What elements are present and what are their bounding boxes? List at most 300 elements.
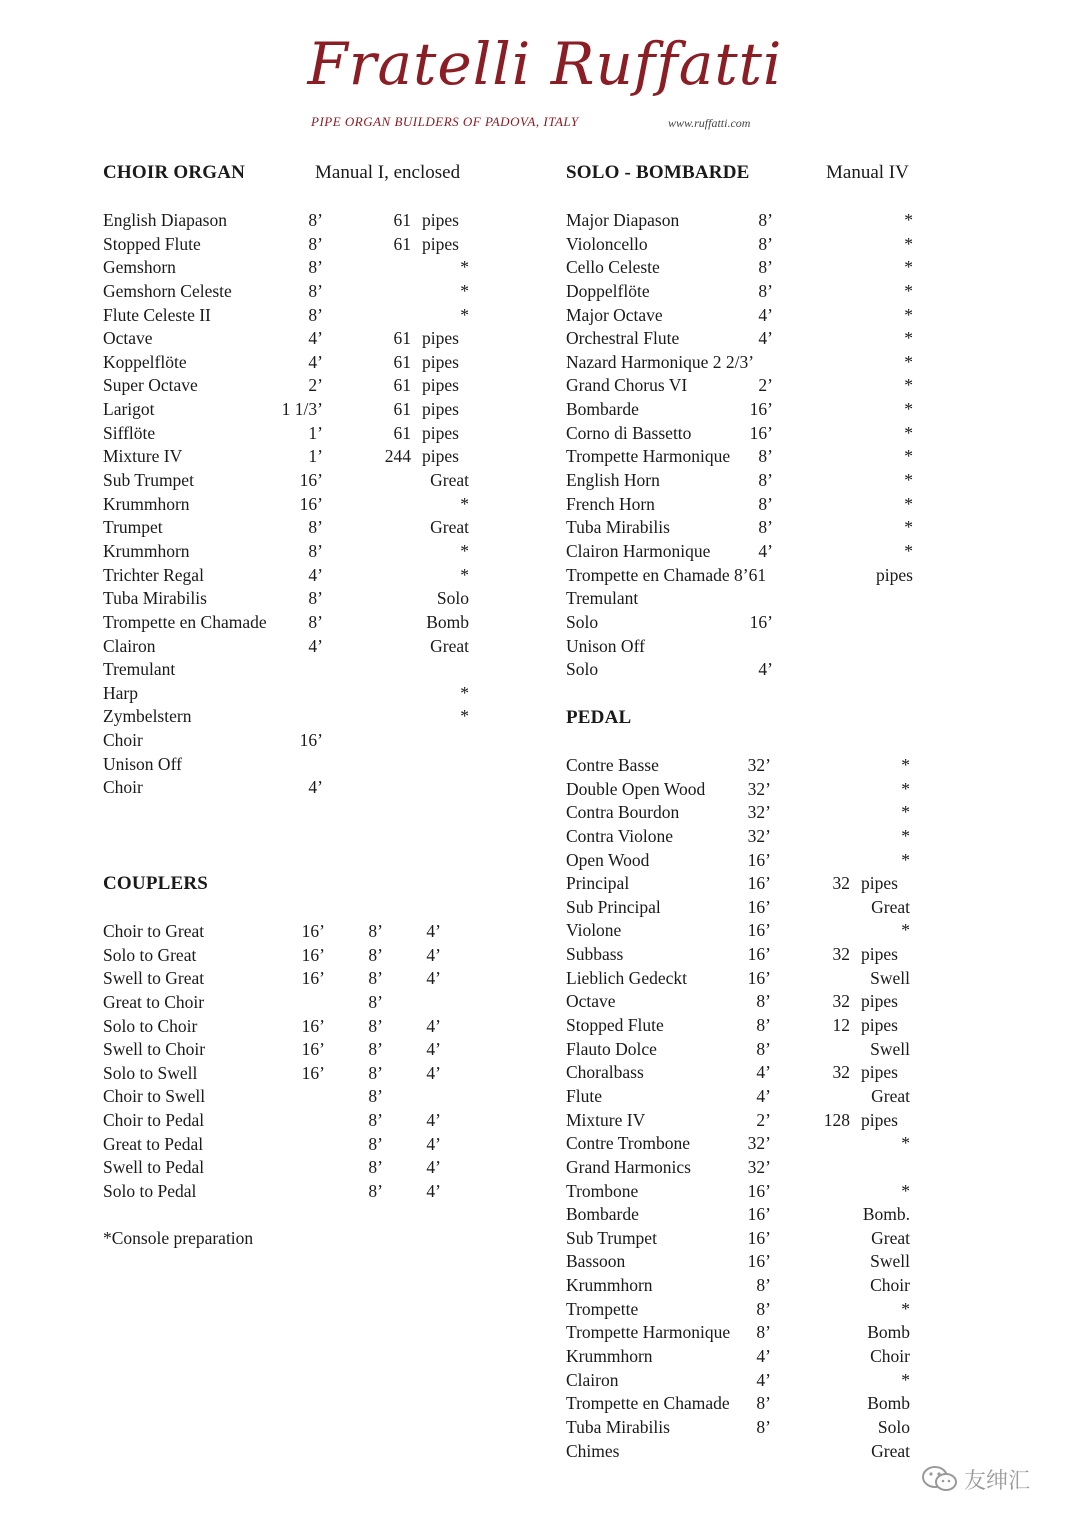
solo-name: Orchestral Flute <box>566 328 680 349</box>
choir-row <box>103 351 483 375</box>
choir-name: Trompette en Chamade <box>103 611 267 632</box>
pedal-name: Trompette <box>566 1298 639 1319</box>
pedal-row <box>566 1440 926 1464</box>
solo-note: * <box>904 540 913 561</box>
choir-count: 244 <box>384 446 411 467</box>
pedal-note: Bomb <box>867 1393 910 1414</box>
pedal-row <box>566 990 926 1014</box>
pedal-unit: pipes <box>861 991 898 1012</box>
solo-row <box>566 280 926 304</box>
choir-name: Unison Off <box>103 753 182 774</box>
couplers-row <box>103 1156 483 1180</box>
couplers-c: 4’ <box>426 1110 441 1131</box>
pedal-row <box>566 1014 926 1038</box>
logo-tagline: PIPE ORGAN BUILDERS OF PADOVA, ITALY <box>311 114 579 129</box>
choir-row <box>103 304 483 328</box>
solo-pitch: 16’ <box>749 422 773 443</box>
wechat-watermark <box>920 1462 1055 1498</box>
pedal-name: Sub Principal <box>566 896 661 917</box>
couplers-c: 4’ <box>426 1133 441 1154</box>
couplers-name: Solo to Swell <box>103 1062 198 1083</box>
pedal-name: Contre Basse <box>566 755 659 775</box>
pedal-row <box>566 754 926 778</box>
choir-name: Koppelflöte <box>103 351 187 372</box>
pedal-count: 32 <box>832 944 850 965</box>
choir-row <box>103 493 483 517</box>
couplers-b: 8’ <box>368 944 383 965</box>
brand-logo <box>0 22 1080 140</box>
choir-note: Great <box>430 470 469 491</box>
pedal-note: Great <box>871 896 910 917</box>
choir-row <box>103 256 483 280</box>
solo-name: Nazard Harmonique 2 2/3’ <box>566 351 755 372</box>
choir-note: Bomb <box>426 611 469 632</box>
logo-script: Fratelli Ruffatti <box>307 30 783 98</box>
solo-row <box>566 422 926 446</box>
choir-row <box>103 422 483 446</box>
couplers-list <box>103 920 483 1204</box>
pedal-pitch: 16’ <box>747 1204 771 1225</box>
pedal-row <box>566 1203 926 1227</box>
solo-name: Solo <box>566 659 599 680</box>
pedal-pitch: 16’ <box>747 1180 771 1201</box>
choir-count: 61 <box>393 351 411 372</box>
choir-name: Gemshorn Celeste <box>103 280 232 301</box>
couplers-row <box>103 920 483 944</box>
choir-pitch: 16’ <box>299 470 323 491</box>
pedal-unit: pipes <box>861 1109 898 1130</box>
solo-note: * <box>904 280 913 301</box>
pedal-note: * <box>901 802 910 823</box>
couplers-a: 16’ <box>301 1039 325 1060</box>
couplers-a: 16’ <box>301 1015 325 1036</box>
choir-note: * <box>460 540 469 561</box>
solo-row <box>566 493 926 517</box>
pedal-count: 12 <box>832 1015 850 1036</box>
solo-row <box>566 398 926 422</box>
choir-count: 61 <box>393 375 411 396</box>
pedal-pitch: 2’ <box>756 1109 771 1130</box>
couplers-row <box>103 1038 483 1062</box>
solo-row <box>566 256 926 280</box>
solo-pitch: 4’ <box>758 659 773 680</box>
solo-name: Major Octave <box>566 304 663 325</box>
solo-row <box>566 611 926 635</box>
solo-pitch: 4’ <box>758 540 773 561</box>
couplers-a: 16’ <box>301 1062 325 1083</box>
pedal-name: Open Wood <box>566 849 650 870</box>
solo-note: * <box>904 517 913 538</box>
choir-row <box>103 587 483 611</box>
choir-note: * <box>460 682 469 703</box>
pedal-row <box>566 1085 926 1109</box>
couplers-a: 16’ <box>301 921 325 941</box>
choir-row <box>103 611 483 635</box>
choir-pitch: 8’ <box>308 517 323 538</box>
pedal-count: 32 <box>832 873 850 894</box>
pedal-row <box>566 919 926 943</box>
choir-row <box>103 233 483 257</box>
pedal-pitch: 16’ <box>747 896 771 917</box>
choir-pitch: 16’ <box>299 493 323 514</box>
pedal-count: 32 <box>832 1062 850 1083</box>
couplers-row <box>103 1062 483 1086</box>
solo-pitch: 16’ <box>749 611 773 632</box>
pedal-note: * <box>901 825 910 846</box>
pedal-pitch: 32’ <box>747 825 771 846</box>
couplers-name: Great to Pedal <box>103 1133 204 1154</box>
couplers-b: 8’ <box>368 1062 383 1083</box>
pedal-name: Choralbass <box>566 1062 644 1083</box>
solo-stop-list <box>566 209 926 682</box>
pedal-pitch: 4’ <box>756 1346 771 1367</box>
choir-pitch: 8’ <box>308 588 323 609</box>
pedal-row <box>566 1038 926 1062</box>
pedal-name: Grand Harmonics <box>566 1156 691 1177</box>
choir-note: Solo <box>436 588 469 609</box>
pedal-row <box>566 778 926 802</box>
pedal-name: Flauto Dolce <box>566 1038 657 1059</box>
couplers-b: 8’ <box>368 1133 383 1154</box>
couplers-a: 16’ <box>301 968 325 989</box>
solo-name: Bombarde <box>566 399 639 420</box>
couplers-c: 4’ <box>426 921 441 941</box>
pedal-note: * <box>901 1369 910 1390</box>
choir-name: Larigot <box>103 399 155 420</box>
pedal-pitch: 8’ <box>756 1322 771 1343</box>
choir-row <box>103 682 483 706</box>
choir-row <box>103 635 483 659</box>
solo-name: Violoncello <box>566 233 648 254</box>
choir-row <box>103 729 483 753</box>
couplers-b: 8’ <box>368 1157 383 1178</box>
choir-count: 61 <box>393 233 411 254</box>
choir-unit: pipes <box>422 446 459 467</box>
couplers-name: Great to Choir <box>103 991 205 1012</box>
pedal-note: Choir <box>870 1275 910 1296</box>
couplers-row <box>103 1015 483 1039</box>
solo-row <box>566 327 926 351</box>
choir-note: * <box>460 493 469 514</box>
solo-row <box>566 374 926 398</box>
pedal-row <box>566 1369 926 1393</box>
solo-name: Trompette en Chamade 8’61 <box>566 564 767 585</box>
solo-name: Tremulant <box>566 588 639 609</box>
solo-note: * <box>904 328 913 349</box>
pedal-row <box>566 967 926 991</box>
solo-row <box>566 445 926 469</box>
pedal-pitch: 8’ <box>756 1393 771 1414</box>
pedal-row <box>566 896 926 920</box>
solo-row <box>566 540 926 564</box>
pedal-unit: pipes <box>861 944 898 965</box>
solo-name: English Horn <box>566 470 660 491</box>
couplers-b: 8’ <box>368 1039 383 1060</box>
choir-note: Great <box>430 517 469 538</box>
choir-pitch: 4’ <box>308 564 323 585</box>
solo-note: * <box>904 399 913 420</box>
couplers-a: 16’ <box>301 944 325 965</box>
pedal-row <box>566 1392 926 1416</box>
couplers-c: 4’ <box>426 968 441 989</box>
solo-name: French Horn <box>566 493 655 514</box>
couplers-b: 8’ <box>368 1086 383 1107</box>
couplers-row <box>103 991 483 1015</box>
pedal-pitch: 8’ <box>756 1416 771 1437</box>
choir-pitch: 1’ <box>308 446 323 467</box>
pedal-row <box>566 1345 926 1369</box>
wechat-icon <box>920 1464 960 1494</box>
pedal-note: * <box>901 849 910 870</box>
pedal-name: Clairon <box>566 1369 619 1390</box>
choir-pitch: 4’ <box>308 351 323 372</box>
choir-note: * <box>460 706 469 727</box>
couplers-row <box>103 1180 483 1204</box>
choir-name: Zymbelstern <box>103 706 192 727</box>
solo-heading: SOLO - BOMBARDE <box>566 162 750 183</box>
choir-unit: pipes <box>422 351 459 372</box>
solo-name: Doppelflöte <box>566 280 650 301</box>
choir-unit: pipes <box>422 422 459 443</box>
pedal-note: * <box>901 1180 910 1201</box>
pedal-note: Bomb <box>867 1322 910 1343</box>
pedal-name: Trompette en Chamade <box>566 1393 730 1414</box>
solo-name: Solo <box>566 611 599 632</box>
choir-pitch: 4’ <box>308 777 323 798</box>
choir-unit: pipes <box>422 328 459 349</box>
couplers-row <box>103 1109 483 1133</box>
solo-row <box>566 587 926 611</box>
pedal-note: * <box>901 1133 910 1154</box>
solo-row <box>566 209 926 233</box>
pedal-count: 128 <box>823 1109 850 1130</box>
couplers-name: Solo to Pedal <box>103 1181 197 1202</box>
couplers-c: 4’ <box>426 1015 441 1036</box>
pedal-pitch: 32’ <box>747 755 771 775</box>
solo-pitch: 8’ <box>758 210 773 230</box>
pedal-heading: PEDAL <box>566 707 632 728</box>
couplers-b: 8’ <box>368 1015 383 1036</box>
choir-row <box>103 327 483 351</box>
pedal-name: Contra Violone <box>566 825 674 846</box>
choir-pitch: 8’ <box>308 304 323 325</box>
pedal-name: Subbass <box>566 944 624 965</box>
pedal-row <box>566 1180 926 1204</box>
pedal-name: Violone <box>566 920 622 941</box>
pedal-pitch: 16’ <box>747 1251 771 1272</box>
choir-heading: CHOIR ORGAN <box>103 162 246 183</box>
choir-row <box>103 705 483 729</box>
pedal-row <box>566 1109 926 1133</box>
couplers-b: 8’ <box>368 991 383 1012</box>
pedal-row <box>566 943 926 967</box>
couplers-row <box>103 1085 483 1109</box>
couplers-row <box>103 944 483 968</box>
pedal-name: Octave <box>566 991 616 1012</box>
solo-name: Tuba Mirabilis <box>566 517 670 538</box>
pedal-pitch: 16’ <box>747 873 771 894</box>
pedal-name: Tuba Mirabilis <box>566 1416 670 1437</box>
solo-note: * <box>904 375 913 396</box>
pedal-pitch: 32’ <box>747 1133 771 1154</box>
solo-row <box>566 351 926 375</box>
solo-pitch: 4’ <box>758 328 773 349</box>
choir-stop-list <box>103 209 483 800</box>
solo-pitch: 2’ <box>758 375 773 396</box>
choir-note: * <box>460 304 469 325</box>
choir-note: * <box>460 564 469 585</box>
pedal-unit: pipes <box>861 1062 898 1083</box>
solo-note: * <box>904 422 913 443</box>
choir-row <box>103 280 483 304</box>
choir-name: Mixture IV <box>103 446 183 467</box>
couplers-c: 4’ <box>426 1062 441 1083</box>
pedal-pitch: 16’ <box>747 944 771 965</box>
solo-pitch: 16’ <box>749 399 773 420</box>
pedal-stop-list <box>566 754 926 1463</box>
couplers-b: 8’ <box>368 968 383 989</box>
pedal-note: Swell <box>870 1251 910 1272</box>
choir-pitch: 4’ <box>308 328 323 349</box>
choir-pitch: 4’ <box>308 635 323 656</box>
choir-unit: pipes <box>422 233 459 254</box>
pedal-pitch: 8’ <box>756 1298 771 1319</box>
solo-row <box>566 233 926 257</box>
pedal-name: Flute <box>566 1085 602 1106</box>
couplers-name: Choir to Great <box>103 921 205 941</box>
solo-note: pipes <box>876 564 913 585</box>
choir-pitch: 16’ <box>299 730 323 751</box>
pedal-note: Great <box>871 1085 910 1106</box>
pedal-row <box>566 1061 926 1085</box>
pedal-pitch: 32’ <box>747 802 771 823</box>
pedal-name: Bombarde <box>566 1204 639 1225</box>
pedal-name: Stopped Flute <box>566 1015 664 1036</box>
pedal-note: Swell <box>870 967 910 988</box>
pedal-note: Solo <box>877 1416 910 1437</box>
couplers-b: 8’ <box>368 1110 383 1131</box>
choir-pitch: 8’ <box>308 611 323 632</box>
pedal-row <box>566 1250 926 1274</box>
choir-name: Trumpet <box>103 517 163 538</box>
pedal-pitch: 8’ <box>756 1038 771 1059</box>
solo-row <box>566 304 926 328</box>
couplers-b: 8’ <box>368 1181 383 1202</box>
pedal-pitch: 16’ <box>747 920 771 941</box>
choir-count: 61 <box>393 399 411 420</box>
couplers-row <box>103 967 483 991</box>
couplers-name: Solo to Great <box>103 944 197 965</box>
pedal-row <box>566 1274 926 1298</box>
pedal-unit: pipes <box>861 873 898 894</box>
couplers-name: Solo to Choir <box>103 1015 198 1036</box>
pedal-name: Chimes <box>566 1440 620 1461</box>
choir-row <box>103 564 483 588</box>
couplers-name: Swell to Great <box>103 968 205 989</box>
choir-pitch: 1 1/3’ <box>281 399 323 420</box>
solo-pitch: 8’ <box>758 233 773 254</box>
choir-name: Tremulant <box>103 659 176 680</box>
solo-name: Corno di Bassetto <box>566 422 692 443</box>
pedal-name: Krummhorn <box>566 1346 653 1367</box>
pedal-row <box>566 1298 926 1322</box>
couplers-name: Choir to Pedal <box>103 1110 205 1131</box>
choir-pitch: 8’ <box>308 280 323 301</box>
solo-name: Major Diapason <box>566 210 680 230</box>
choir-name: Tuba Mirabilis <box>103 588 207 609</box>
couplers-name: Choir to Swell <box>103 1086 206 1107</box>
choir-unit: pipes <box>422 399 459 420</box>
solo-pitch: 8’ <box>758 257 773 278</box>
pedal-name: Trompette Harmonique <box>566 1322 731 1343</box>
choir-row <box>103 374 483 398</box>
solo-note: * <box>904 257 913 278</box>
choir-pitch: 8’ <box>308 540 323 561</box>
choir-pitch: 1’ <box>308 422 323 443</box>
solo-pitch: 8’ <box>758 470 773 491</box>
choir-pitch: 8’ <box>308 210 323 230</box>
pedal-pitch: 4’ <box>756 1062 771 1083</box>
choir-row <box>103 658 483 682</box>
pedal-row <box>566 801 926 825</box>
choir-name: Stopped Flute <box>103 233 201 254</box>
choir-note: * <box>460 257 469 278</box>
pedal-pitch: 8’ <box>756 991 771 1012</box>
pedal-unit: pipes <box>861 1015 898 1036</box>
logo-url: www.ruffatti.com <box>668 116 751 130</box>
choir-row <box>103 469 483 493</box>
choir-row <box>103 776 483 800</box>
solo-subheading: Manual IV <box>826 162 909 183</box>
pedal-note: Swell <box>870 1038 910 1059</box>
choir-pitch: 8’ <box>308 257 323 278</box>
pedal-name: Bassoon <box>566 1251 626 1272</box>
choir-count: 61 <box>393 210 411 230</box>
console-footnote: *Console preparation <box>103 1228 254 1248</box>
pedal-note: * <box>901 1298 910 1319</box>
choir-row <box>103 516 483 540</box>
choir-name: Sub Trumpet <box>103 470 194 491</box>
choir-unit: pipes <box>422 210 459 230</box>
pedal-row <box>566 872 926 896</box>
pedal-name: Sub Trumpet <box>566 1227 657 1248</box>
choir-row <box>103 209 483 233</box>
solo-name: Cello Celeste <box>566 257 660 278</box>
choir-name: Harp <box>103 682 138 703</box>
pedal-name: Contra Bourdon <box>566 802 680 823</box>
solo-row <box>566 516 926 540</box>
pedal-pitch: 16’ <box>747 1227 771 1248</box>
solo-note: * <box>904 493 913 514</box>
solo-row <box>566 658 926 682</box>
choir-pitch: 2’ <box>308 375 323 396</box>
choir-subheading: Manual I, enclosed <box>315 162 461 183</box>
choir-row <box>103 753 483 777</box>
choir-name: Super Octave <box>103 375 198 396</box>
couplers-c: 4’ <box>426 1039 441 1060</box>
solo-note: * <box>904 351 913 372</box>
solo-name: Clairon Harmonique <box>566 540 711 561</box>
pedal-note: * <box>901 778 910 799</box>
pedal-name: Double Open Wood <box>566 778 706 799</box>
choir-row <box>103 445 483 469</box>
solo-note: * <box>904 446 913 467</box>
solo-row <box>566 635 926 659</box>
solo-pitch: 8’ <box>758 493 773 514</box>
pedal-count: 32 <box>832 991 850 1012</box>
solo-note: * <box>904 304 913 325</box>
couplers-c: 4’ <box>426 1157 441 1178</box>
